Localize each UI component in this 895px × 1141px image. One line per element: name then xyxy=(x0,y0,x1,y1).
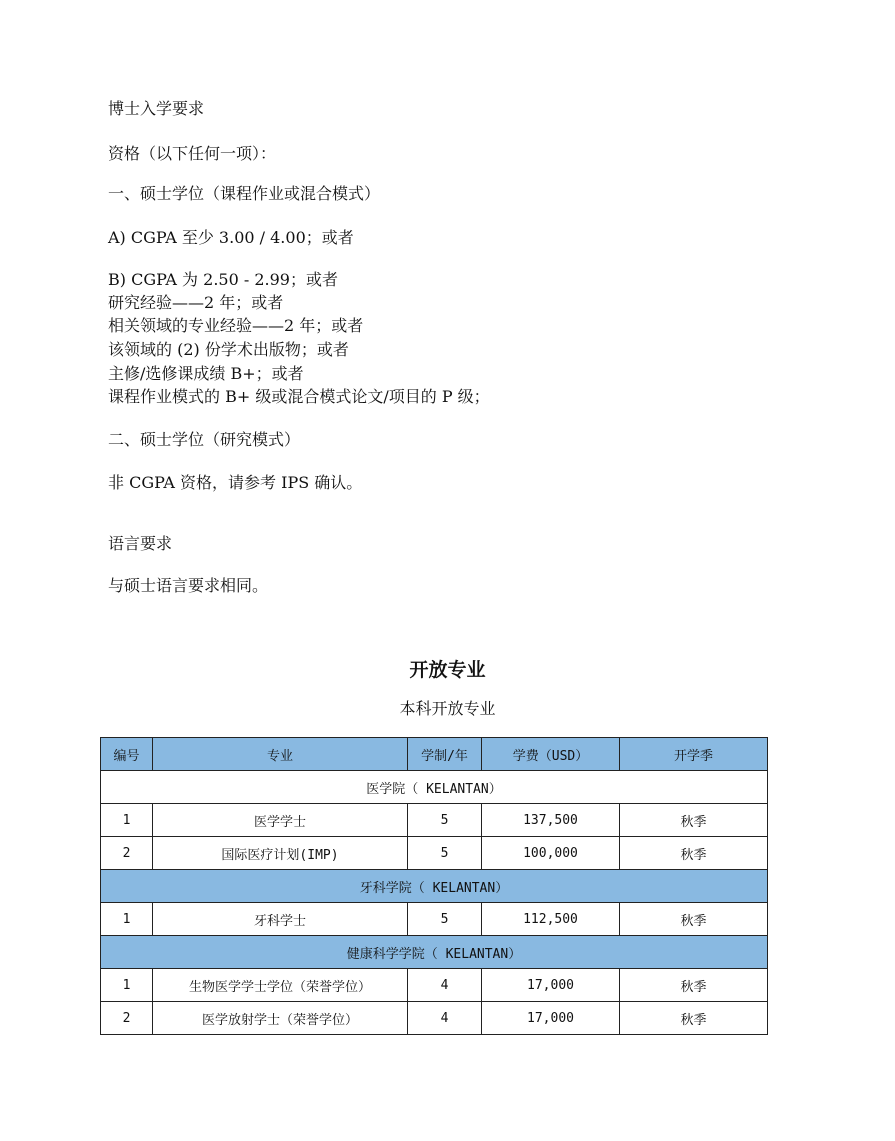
cell-duration: 5 xyxy=(408,903,482,936)
cell-number: 2 xyxy=(101,1002,153,1035)
faculty-name: 牙科学院（ KELANTAN） xyxy=(101,870,768,903)
option-b-line: 研究经验——2 年；或者 xyxy=(108,293,284,312)
cell-tuition: 17,000 xyxy=(482,969,620,1002)
cell-major: 医学学士 xyxy=(153,804,408,837)
language-heading: 语言要求 xyxy=(108,534,173,553)
section-two-title: 二、硕士学位（研究模式） xyxy=(108,430,301,449)
table-row xyxy=(101,903,768,936)
phd-requirements-heading: 博士入学要求 xyxy=(108,99,205,118)
cell-duration: 4 xyxy=(408,1002,482,1035)
qualification-intro: 资格（以下任何一项）： xyxy=(108,144,277,163)
programs-table xyxy=(100,737,768,1035)
column-header-tuition: 学费（USD） xyxy=(482,738,620,771)
cell-number: 1 xyxy=(101,903,153,936)
cell-tuition: 17,000 xyxy=(482,1002,620,1035)
faculty-group-row xyxy=(101,936,768,969)
cell-major: 生物医学学士学位（荣誉学位） xyxy=(153,969,408,1002)
table-row xyxy=(101,969,768,1002)
option-b-line: 课程作业模式的 B+ 级或混合模式论文/项目的 P 级； xyxy=(108,387,490,406)
cell-intake: 秋季 xyxy=(620,903,768,936)
faculty-name: 健康科学学院（ KELANTAN） xyxy=(101,936,768,969)
cell-intake: 秋季 xyxy=(620,969,768,1002)
faculty-name: 医学院（ KELANTAN） xyxy=(101,771,768,804)
cell-tuition: 137,500 xyxy=(482,804,620,837)
column-header-duration: 学制/年 xyxy=(408,738,482,771)
column-header-major: 专业 xyxy=(153,738,408,771)
programs-subtitle: 本科开放专业 xyxy=(399,699,496,718)
section-one-title: 一、硕士学位（课程作业或混合模式） xyxy=(108,184,381,203)
cell-major: 牙科学士 xyxy=(153,903,408,936)
option-b-line: 相关领域的专业经验——2 年；或者 xyxy=(108,316,364,335)
faculty-group-row xyxy=(101,870,768,903)
cell-major: 国际医疗计划(IMP) xyxy=(153,837,408,870)
cell-major: 医学放射学士（荣誉学位） xyxy=(153,1002,408,1035)
faculty-group-row xyxy=(101,771,768,804)
cell-number: 2 xyxy=(101,837,153,870)
cell-tuition: 112,500 xyxy=(482,903,620,936)
cell-intake: 秋季 xyxy=(620,804,768,837)
cell-intake: 秋季 xyxy=(620,837,768,870)
table-row xyxy=(101,804,768,837)
column-header-number: 编号 xyxy=(101,738,153,771)
option-b-line: 主修/选修课成绩 B+；或者 xyxy=(108,364,304,383)
table-row xyxy=(101,837,768,870)
cell-number: 1 xyxy=(101,804,153,837)
cell-duration: 5 xyxy=(408,837,482,870)
cell-duration: 5 xyxy=(408,804,482,837)
column-header-intake: 开学季 xyxy=(620,738,768,771)
option-b-line: B) CGPA 为 2.50 - 2.99；或者 xyxy=(108,270,338,289)
programs-title: 开放专业 xyxy=(409,659,486,681)
section-two-text: 非 CGPA 资格，请参考 IPS 确认。 xyxy=(108,473,363,492)
cell-tuition: 100,000 xyxy=(482,837,620,870)
table-header-row xyxy=(101,738,768,771)
option-b-line: 该领域的 (2) 份学术出版物；或者 xyxy=(108,340,349,359)
table-row xyxy=(101,1002,768,1035)
cell-duration: 4 xyxy=(408,969,482,1002)
cell-number: 1 xyxy=(101,969,153,1002)
cell-intake: 秋季 xyxy=(620,1002,768,1035)
option-a-line: A) CGPA 至少 3.00 / 4.00；或者 xyxy=(108,228,354,247)
language-text: 与硕士语言要求相同。 xyxy=(108,576,269,595)
